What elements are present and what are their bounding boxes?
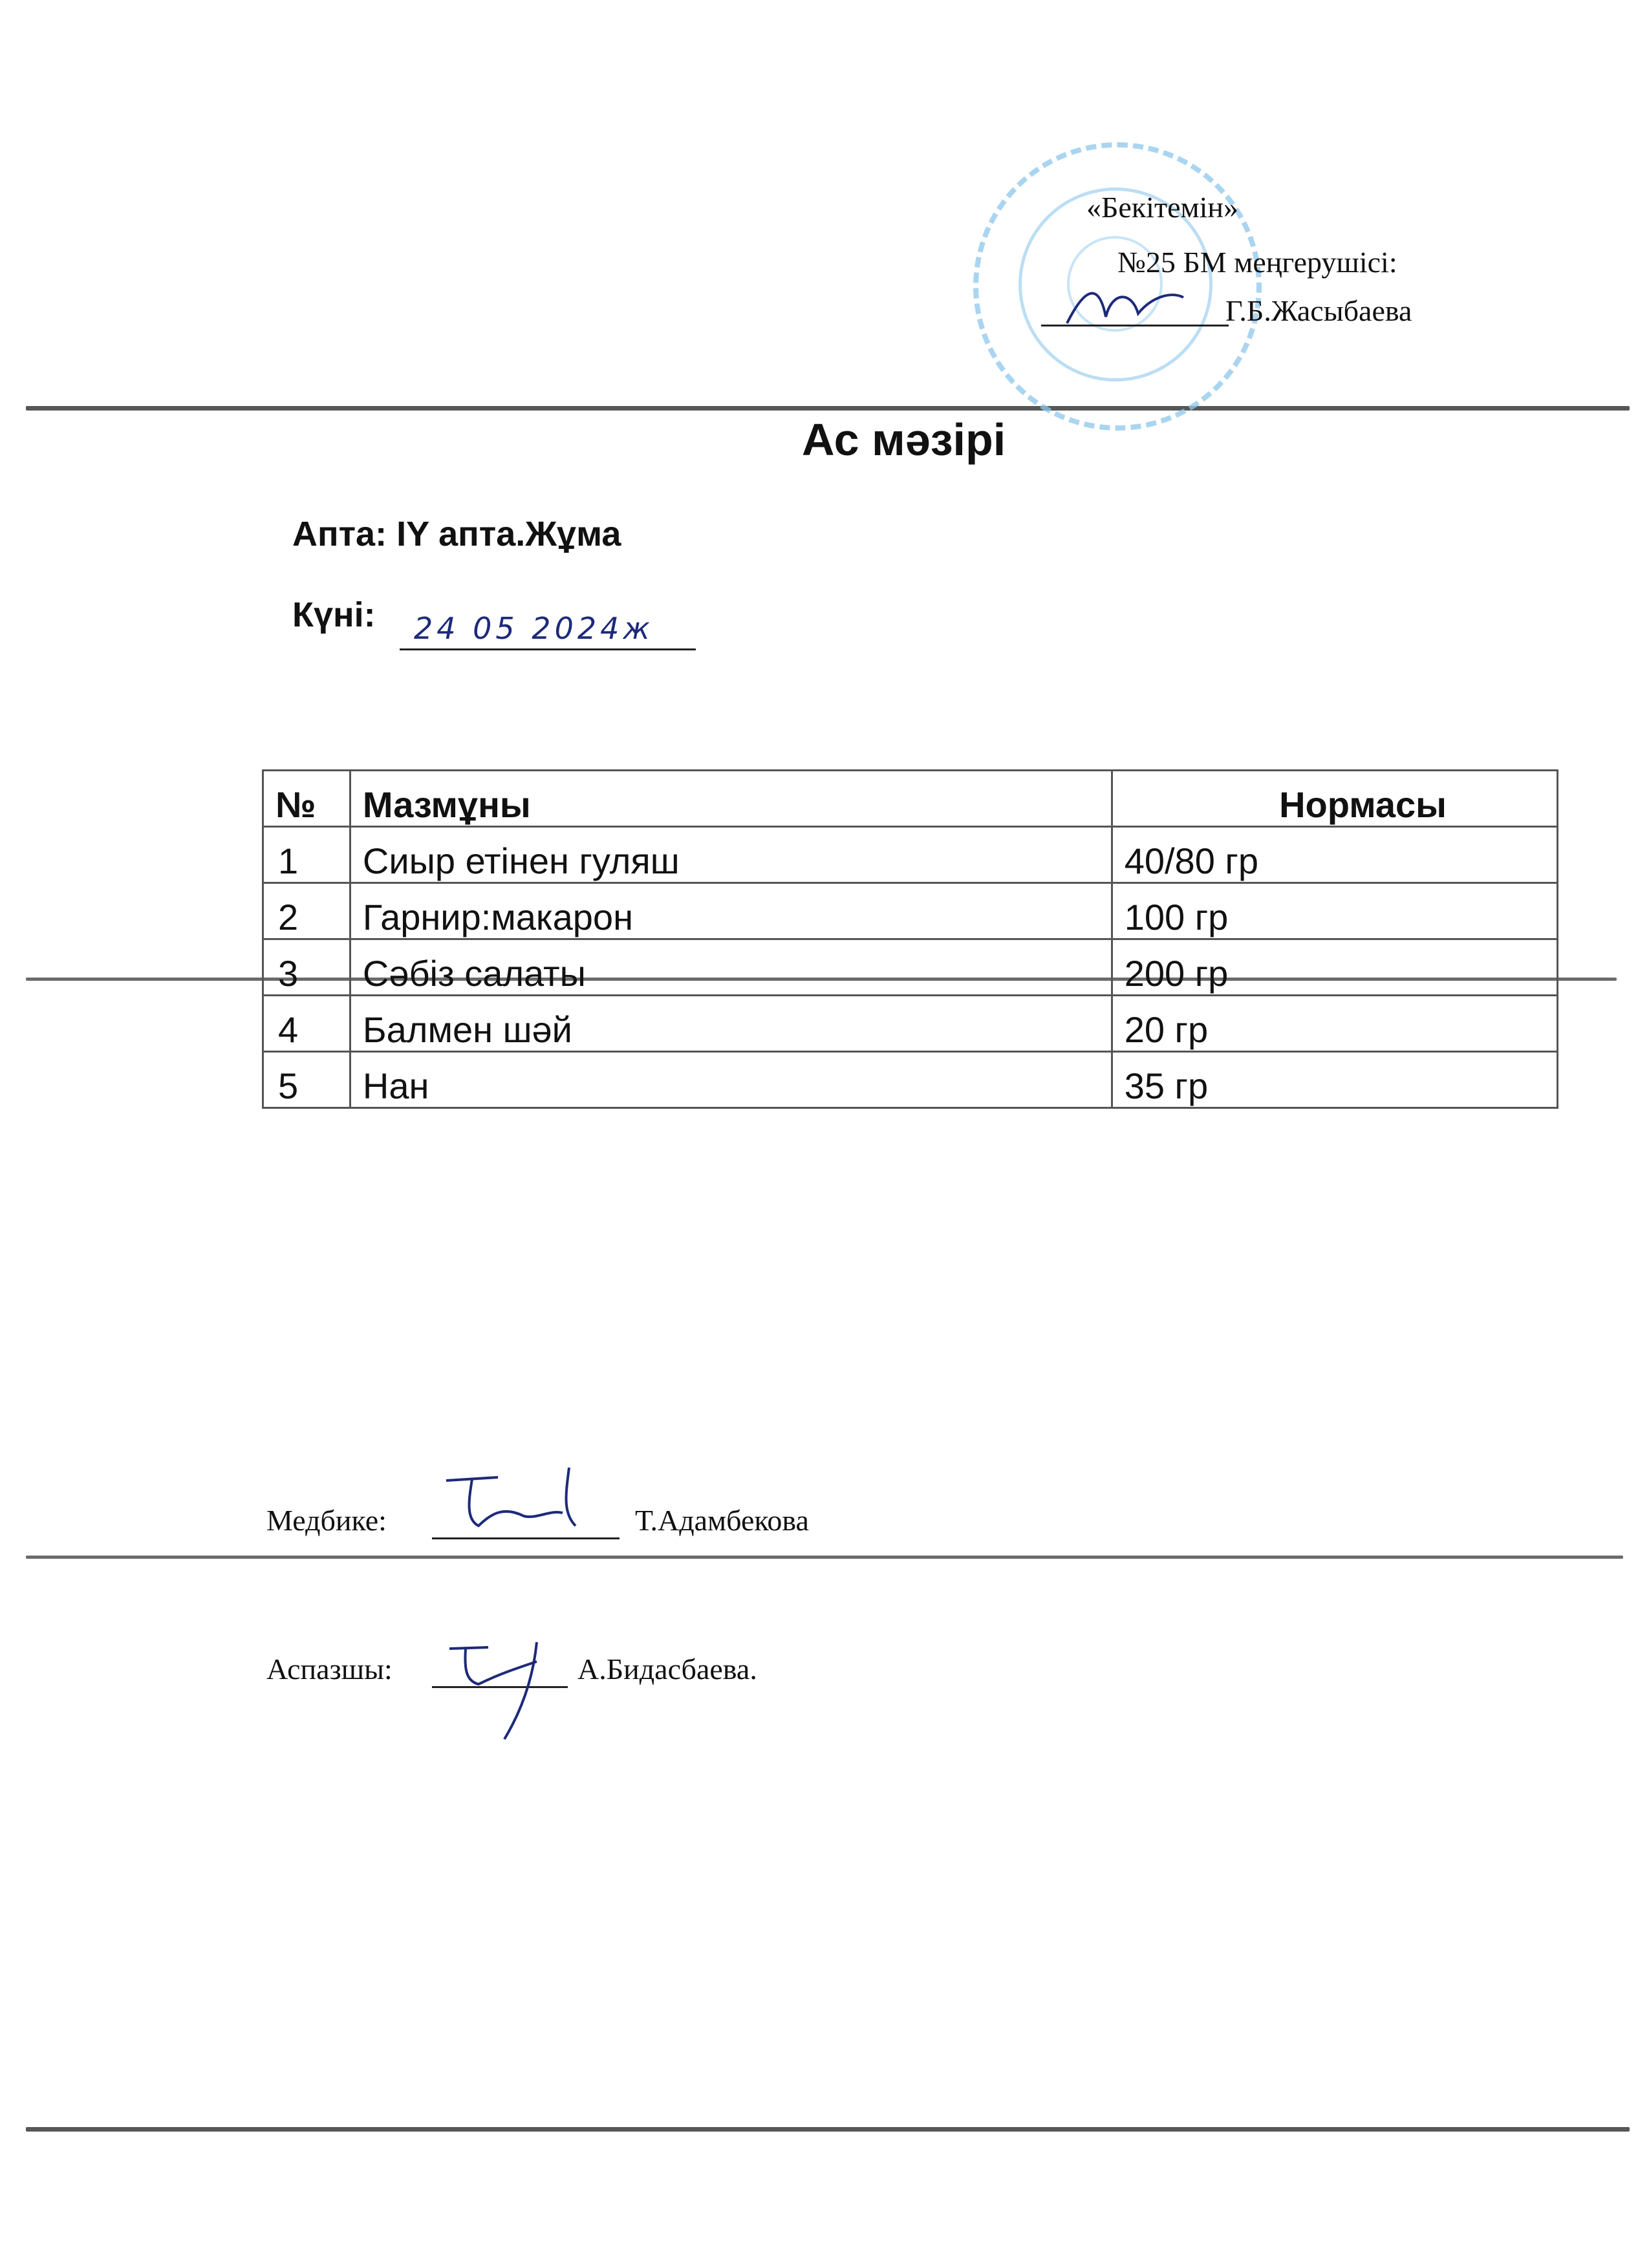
scan-artifact-line — [26, 2127, 1630, 2132]
date-underline — [400, 648, 696, 650]
row-item: Сиыр етінен гуляш — [350, 827, 1112, 883]
scan-artifact-line — [26, 1556, 1623, 1559]
table-row — [263, 883, 1558, 939]
menu-table — [262, 769, 1558, 1109]
row-item: Гарнир:макарон — [350, 883, 1112, 939]
date-value: 24 05 2024ж — [414, 611, 654, 646]
nurse-signature — [440, 1455, 608, 1539]
cook-name: А.Бидасбаева. — [577, 1653, 757, 1685]
table-row — [263, 996, 1558, 1052]
cook-label: Аспазшы: — [266, 1653, 393, 1685]
approval-heading: «Бекітемін» — [1086, 191, 1238, 224]
approval-signature — [1061, 278, 1190, 330]
row-norm: 20 гр — [1112, 996, 1557, 1052]
row-number: 2 — [263, 883, 350, 939]
header-norm: Нормасы — [1112, 771, 1557, 827]
table-header-row — [263, 771, 1558, 827]
cook-signature — [440, 1629, 569, 1746]
date-label: Күні: — [292, 595, 376, 634]
page-title: Ас мәзірі — [802, 414, 1006, 465]
approval-name: Г.Б.Жасыбаева — [1225, 294, 1412, 327]
row-number: 1 — [263, 827, 350, 883]
row-number: 4 — [263, 996, 350, 1052]
header-content: Мазмұны — [350, 771, 1112, 827]
table-row — [263, 939, 1558, 996]
row-norm: 40/80 гр — [1112, 827, 1557, 883]
row-number: 5 — [263, 1052, 350, 1108]
row-number: 3 — [263, 939, 350, 996]
row-item: Балмен шәй — [350, 996, 1112, 1052]
scan-artifact-line — [26, 406, 1630, 411]
table-row — [263, 827, 1558, 883]
nurse-name: Т.Адамбекова — [635, 1504, 809, 1537]
week-line: Апта: IY апта.Жұма — [292, 515, 621, 553]
approval-position: №25 БМ меңгерушісі: — [1117, 246, 1397, 279]
nurse-label: Медбике: — [266, 1504, 387, 1537]
row-norm: 35 гр — [1112, 1052, 1557, 1108]
row-norm: 200 гр — [1112, 939, 1557, 996]
row-item: Сәбіз салаты — [350, 939, 1112, 996]
header-number: № — [263, 771, 350, 827]
table-row — [263, 1052, 1558, 1108]
row-item: Нан — [350, 1052, 1112, 1108]
row-norm: 100 гр — [1112, 883, 1557, 939]
